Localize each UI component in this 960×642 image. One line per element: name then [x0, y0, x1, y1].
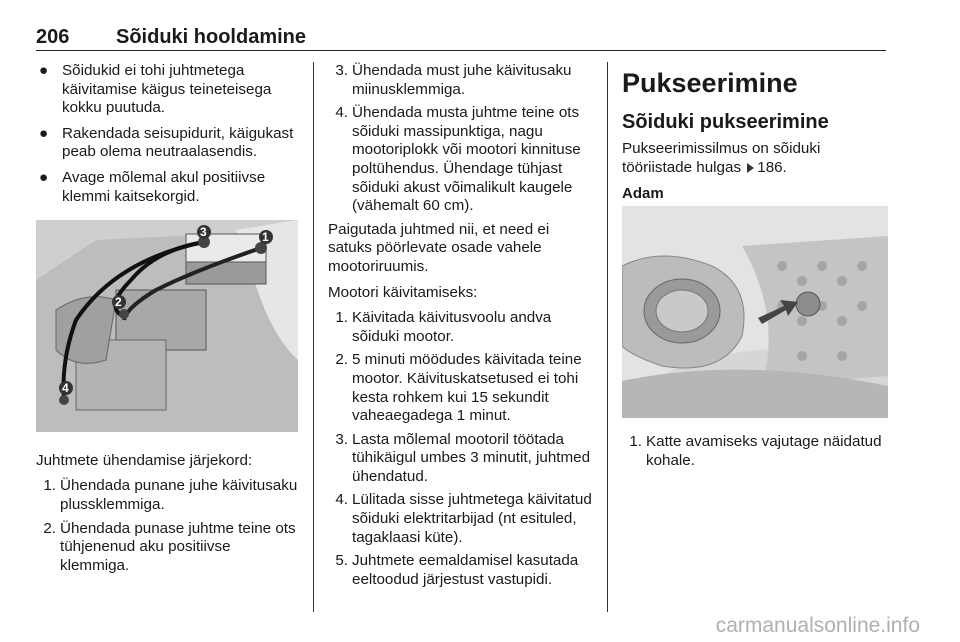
sequence-title: Juhtmete ühendamise järjekord:: [36, 451, 253, 469]
column-divider: [607, 62, 608, 612]
page-header: [36, 26, 886, 51]
chapter-title: Sõiduki hooldamine: [116, 26, 307, 48]
page-number: 206: [36, 26, 70, 48]
watermark: carmanualsonline.info: [715, 614, 920, 637]
section-title: Pukseerimine: [622, 68, 798, 98]
column-right: [622, 62, 890, 476]
paragraph: Pukseerimissilmus on sõiduki tööriistade hulgas 186.: [622, 140, 821, 176]
bullet-item: ● Avage mõlemal akul positiivse klemmi kaitsekorgid.: [39, 168, 266, 205]
list-item: 1. Katte avamiseks vajutage näidatud kohale.: [629, 433, 882, 469]
bullet-item: ● Rakendada seisupidurit, käigukast peab olema neutraalasendis.: [39, 124, 294, 161]
list-item: 3. Lasta mõlemal mootoril töötada tühikäigul umbes 3 minutit, juhtmed ühendatud.: [335, 430, 591, 485]
figure-label: 2: [115, 295, 122, 310]
list-item: 3. Ühendada must juhe käivitusaku miinusklemmiga.: [335, 62, 572, 98]
column-left: [36, 62, 298, 580]
front-bumper-image: [622, 206, 888, 418]
bullet-icon: ●: [39, 62, 49, 79]
engine-bay-image: [36, 220, 298, 432]
figure-label: 1: [262, 230, 269, 245]
towing-eye-cover-illustration: [622, 206, 890, 424]
figure-caption: Adam: [622, 185, 664, 203]
bullet-icon: ●: [39, 168, 49, 186]
column-divider: [313, 62, 314, 612]
list-item: 2. 5 minuti möödudes käivitada teine mootor. Käivituskatsetused ei tohi kesta rohkem kui 15 sekundit vaheaegadega 1 minut.: [335, 351, 582, 425]
jump-start-illustration: [36, 220, 298, 438]
paragraph: Paigutada juhtmed nii, et need ei satuks pöörlevate osade vahele mootoriruumis.: [328, 220, 550, 275]
figure-label: 3: [200, 225, 207, 240]
list-item: 5. Juhtmete eemaldamisel kasutada eeltoodud järjestust vastupidi.: [335, 552, 579, 588]
list-item: 1. Ühendada punane juhe käivitusaku plussklemmiga.: [43, 477, 298, 513]
page-reference-icon: [747, 163, 754, 173]
bullet-icon: ●: [39, 124, 49, 142]
figure-label: 4: [62, 381, 69, 396]
column-middle: [328, 62, 594, 594]
list-item: 1. Käivitada käivitusvoolu andva sõiduki mootor.: [335, 309, 552, 345]
list-item: 4. Lülitada sisse juhtmetega käivitatud sõiduki elektritarbijad (nt esituled, tagaklaasi küte).: [335, 491, 592, 546]
bullet-item: ● Sõidukid ei tohi juhtmetega käivitamise käigus teineteisega kokku puutuda.: [39, 62, 272, 117]
paragraph: Mootori käivitamiseks:: [328, 283, 478, 301]
section-subtitle: Sõiduki pukseerimine: [622, 111, 829, 133]
page-reference: 186.: [757, 158, 787, 176]
list-item: 2. Ühendada punase juhtme teine ots tühjenenud aku positiivse klemmiga.: [43, 519, 296, 574]
list-item: 4. Ühendada musta juhtme teine ots sõiduki massipunktiga, nagu mootoriplokk või mootori kinnituse poltühendus. Ühendage tühjast sõiduki akust võimalikult kaugele (vähemalt 60 cm).: [335, 104, 581, 215]
